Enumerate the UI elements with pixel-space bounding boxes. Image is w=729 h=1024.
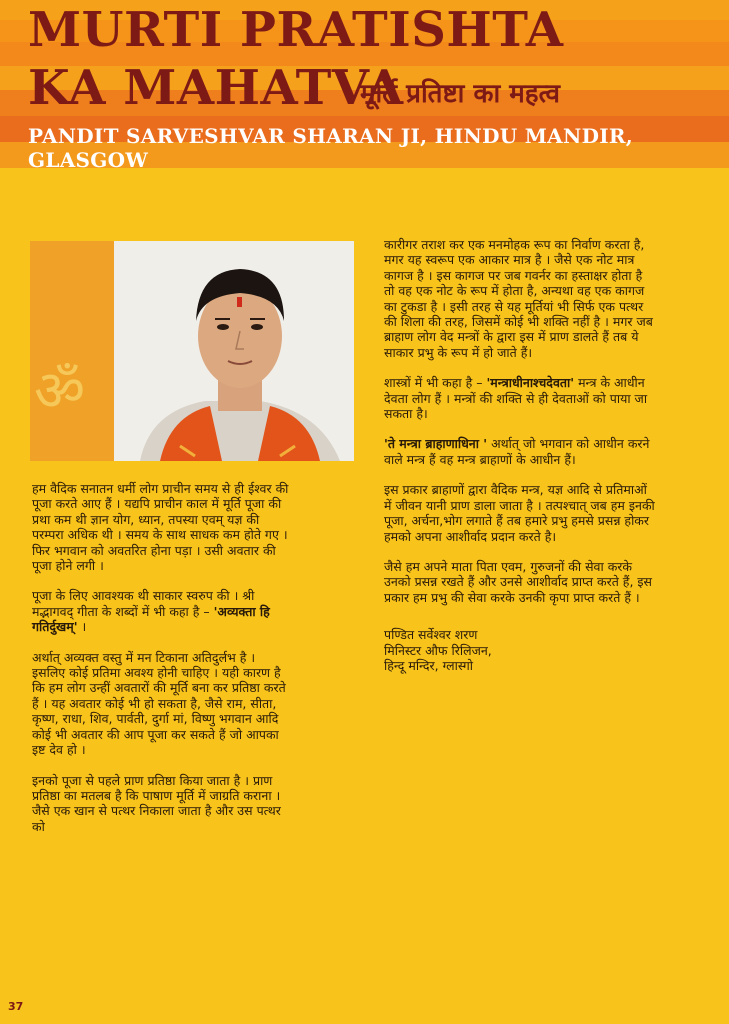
paragraph: इनको पूजा से पहले प्राण प्रतिष्ठा किया जाता है । प्राण प्रतिष्ठा का मतलब है कि पाषाण मूर्ति में जाग्रति कराना । जैसे एक खान से पत्थर निकाला जाता है और उस पत्थर को bbox=[32, 772, 281, 834]
article-title-hindi: मूर्ति प्रतिष्टा का महत्व bbox=[360, 79, 560, 109]
signature-block bbox=[384, 627, 656, 673]
page-number: 37 bbox=[8, 1000, 24, 1013]
paragraph bbox=[384, 375, 656, 421]
quote-sanskrit: 'मन्त्राधीनाश्चदेवता' bbox=[486, 375, 575, 391]
paragraph: जैसे हम अपने माता पिता एवम, गुरुजनों की सेवा करके उनको प्रसन्न रखते हैं और उनसे आशीर्वाद प्राप्त करते हैं, इस प्रकार हम प्रभु की सेवा करके उनकी कृपा प्राप्त करते हैं । bbox=[384, 558, 652, 605]
quote-sanskrit: 'ते मन्त्रा ब्राहाणाधिना ' bbox=[384, 436, 488, 452]
signature-name: पण्डित सर्वेश्वर शरण bbox=[384, 627, 478, 643]
paragraph: इस प्रकार ब्राहाणों द्वारा वैदिक मन्त्र, यज्ञ आदि से प्रतिमाओं में जीवन यानी प्राण डाला जाता है । तत्पश्चात् जब हम इनकी पूजा, अर्चना,भोग लगाते हैं तब हमारे प्रभु हमसे प्रसन्न होकर हमको अपना आशीर्वाद प्रदान करते है। bbox=[384, 482, 655, 544]
left-text-column bbox=[32, 481, 292, 849]
signature-place: हिन्दू मन्दिर, ग्लास्गो bbox=[384, 657, 473, 673]
right-text-column bbox=[384, 237, 656, 673]
paragraph bbox=[384, 436, 656, 467]
om-symbol-icon: ॐ bbox=[34, 359, 86, 424]
paragraph bbox=[32, 588, 292, 634]
author-photo bbox=[30, 241, 354, 461]
paragraph-text: पूजा के लिए आवश्यक थी साकार स्वरुप की । श्री मद्भागवद् गीता के शब्दों में भी कहा है – bbox=[32, 588, 255, 619]
paragraph-text: अर्थात् जो भगवान को आधीन करने वाले मन्त्र हैं वह मन्त्र ब्राहाणों के आधीन हैं। bbox=[384, 436, 650, 467]
quote-sanskrit: 'अव्यक्ता हि गतिर्दुखम्' bbox=[32, 603, 270, 635]
article-title-line1: MURTI PRATISHTA bbox=[28, 2, 564, 58]
header-banner bbox=[0, 0, 729, 172]
signature-title: मिनिस्टर औफ रिलिजन, bbox=[384, 642, 492, 658]
paragraph-text: । bbox=[77, 619, 87, 635]
article-title-line2: KA MAHATVA bbox=[28, 60, 404, 116]
author-byline: PANDIT SARVESHVAR SHARAN JI, HINDU MANDIR, GLASGOW bbox=[28, 124, 634, 172]
paragraph: कारीगर तराश कर एक मनमोहक रूप का निर्वाण करता है, मगर यह स्वरूप एक आकार मात्र है । जैसे एक नोट मात्र कागज है । इस कागज पर जब गवर्नर का हस्ताक्षर होता है तो वह एक नोट के रूप में होता है, अन्यथा वह एक कागज का टुकडा है । इसी तरह से यह मूर्तियां भी सिर्फ एक पत्थर की शिला की तरह, जिसमें कोई भी शक्ति नहीं है । मगर जब ब्राहाण लोग वेद मन्त्रों के द्वारा इस में प्राण डालते हैं तब ये साकार प्रभु के रूप में हो जाते हैं। bbox=[384, 237, 653, 360]
paragraph: हम वैदिक सनातन धर्मी लोग प्राचीन समय से ही ईश्वर की पूजा करते आए हैं । यद्यपि प्राचीन काल में मूर्ति पूजा की प्रथा कम थी ज्ञान योग, ध्यान, तपस्या एवम् यज्ञ की परम्परा अधिक थी । समय के साथ साधक कम होते गए । फिर भगवान को अवतरित होना पड़ा । उसी अवतार की पूजा होने लगी । bbox=[32, 481, 289, 574]
portrait-illustration bbox=[30, 241, 354, 461]
paragraph-text: मन्त्र के आधीन देवता लोग हैं । मन्त्रों की शक्ति से ही देवताओं को पाया जा सकता है। bbox=[384, 375, 648, 422]
paragraph: अर्थात् अव्यक्त वस्तु में मन टिकाना अतिदुर्लभ है । इसलिए कोई प्रतिमा अवश्य होनी चाहिए । यही कारण है कि हम लोग उन्हीं अवतारों की मूर्ति बना कर प्रतिष्ठा करते हैं । यह अवतार कोई भी हो सकता है, जैसे राम, सीता, कृष्ण, राधा, शिव, पार्वती, दुर्गा मां, विष्णु भगवान आदि कोई भी अवतार की आप पूजा कर सकते हैं जो आपका इष्ट देव हो । bbox=[32, 649, 286, 758]
paragraph-text: शास्त्रों में भी कहा है – bbox=[384, 375, 487, 391]
